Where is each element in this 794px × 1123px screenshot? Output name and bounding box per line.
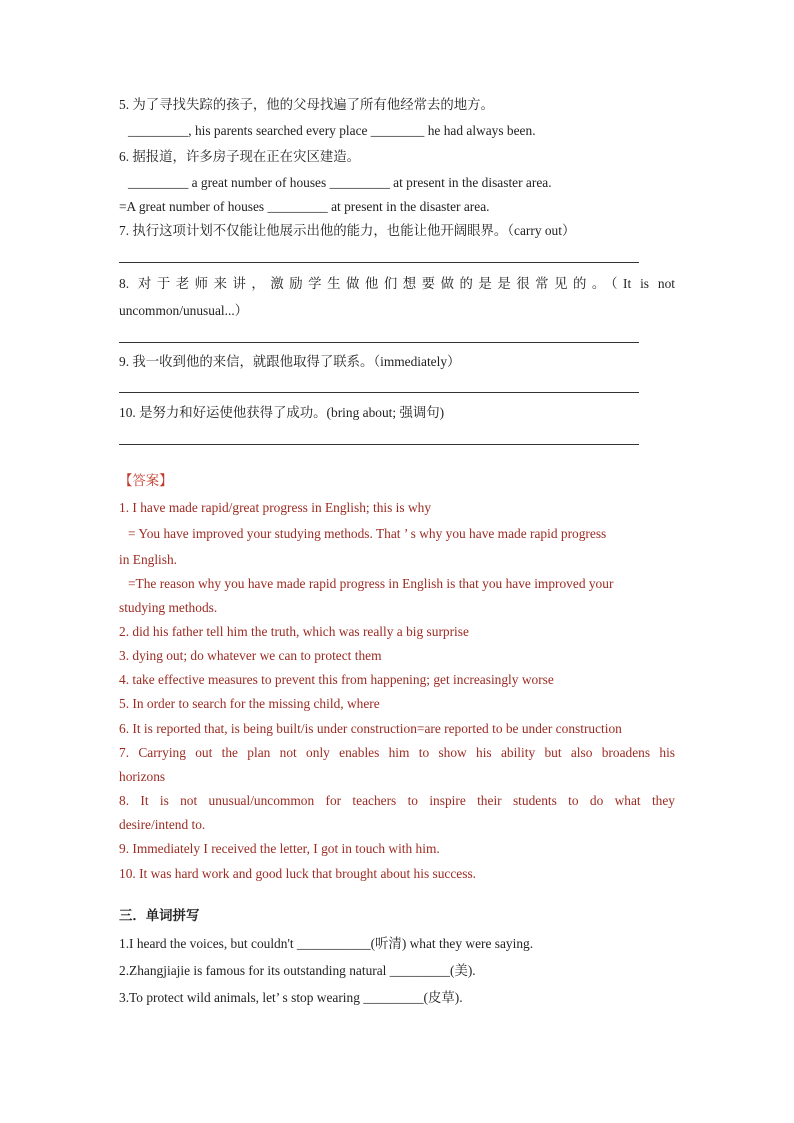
spelling-2: 2.Zhangjiajie is famous for its outstanding natural _________(美). [119, 963, 476, 978]
answer-heading: 【答案】 [119, 473, 173, 488]
answer-7: 7. Carrying out the plan not only enables him to show his ability but also broadens his [119, 745, 675, 760]
answer-6: 6. It is reported that, is being built/is under construction=are reported to be under construction [119, 721, 622, 736]
q8-answer-line [119, 342, 639, 343]
section-3-heading: 三．单词拼写 [119, 908, 200, 923]
answer-9: 9. Immediately I received the letter, I got in touch with him. [119, 841, 440, 856]
q7-answer-line [119, 262, 639, 263]
q7-chinese: 7. 执行这项计划不仅能让他展示出他的能力，也能让他开阔眼界。（carry out） [119, 223, 576, 238]
answer-8-cont: desire/intend to. [119, 817, 206, 832]
spelling-3: 3.To protect wild animals, let’ s stop wearing _________(皮草). [119, 990, 463, 1005]
spelling-1: 1.I heard the voices, but couldn't ___________(听清) what they were saying. [119, 936, 534, 951]
q10-chinese: 10. 是努力和好运使他获得了成功。(bring about; 强调句) [119, 405, 445, 420]
answer-1-alt1: = You have improved your studying methods. That ’ s why you have made rapid progress [128, 526, 607, 541]
answer-1-alt1-cont: in English. [119, 552, 178, 567]
q8-chinese-cont: uncommon/unusual...） [119, 303, 249, 318]
q6-english: _________ a great number of houses _________ at present in the disaster area. [128, 175, 552, 190]
answer-10: 10. It was hard work and good luck that brought about his success. [119, 866, 477, 881]
answer-4: 4. take effective measures to prevent this from happening; get increasingly worse [119, 672, 554, 687]
q5-chinese: 5. 为了寻找失踪的孩子，他的父母找遍了所有他经常去的地方。 [119, 97, 494, 112]
answer-7-cont: horizons [119, 769, 166, 784]
q10-answer-line [119, 444, 639, 445]
answer-2: 2. did his father tell him the truth, which was really a big surprise [119, 624, 469, 639]
q5-english: _________, his parents searched every place ________ he had always been. [128, 123, 536, 138]
q9-answer-line [119, 392, 639, 393]
answer-1-alt2-cont: studying methods. [119, 600, 218, 615]
answer-8: 8. It is not unusual/uncommon for teachers to inspire their students to do what they [119, 793, 675, 808]
answer-5: 5. In order to search for the missing child, where [119, 696, 380, 711]
answer-1-alt2: =The reason why you have made rapid progress in English is that you have improved your [128, 576, 614, 591]
q8-chinese: 8. 对于老师来讲，激励学生做他们想要做的是是很常见的。（It is not [119, 276, 675, 291]
q6-chinese: 6. 据报道，许多房子现在正在灾区建造。 [119, 149, 361, 164]
answer-1: 1. I have made rapid/great progress in English; this is why [119, 500, 432, 515]
q6-english-alt: =A great number of houses _________ at present in the disaster area. [119, 199, 490, 214]
answer-3: 3. dying out; do whatever we can to protect them [119, 648, 382, 663]
q9-chinese: 9. 我一收到他的来信，就跟他取得了联系。（immediately） [119, 354, 461, 369]
